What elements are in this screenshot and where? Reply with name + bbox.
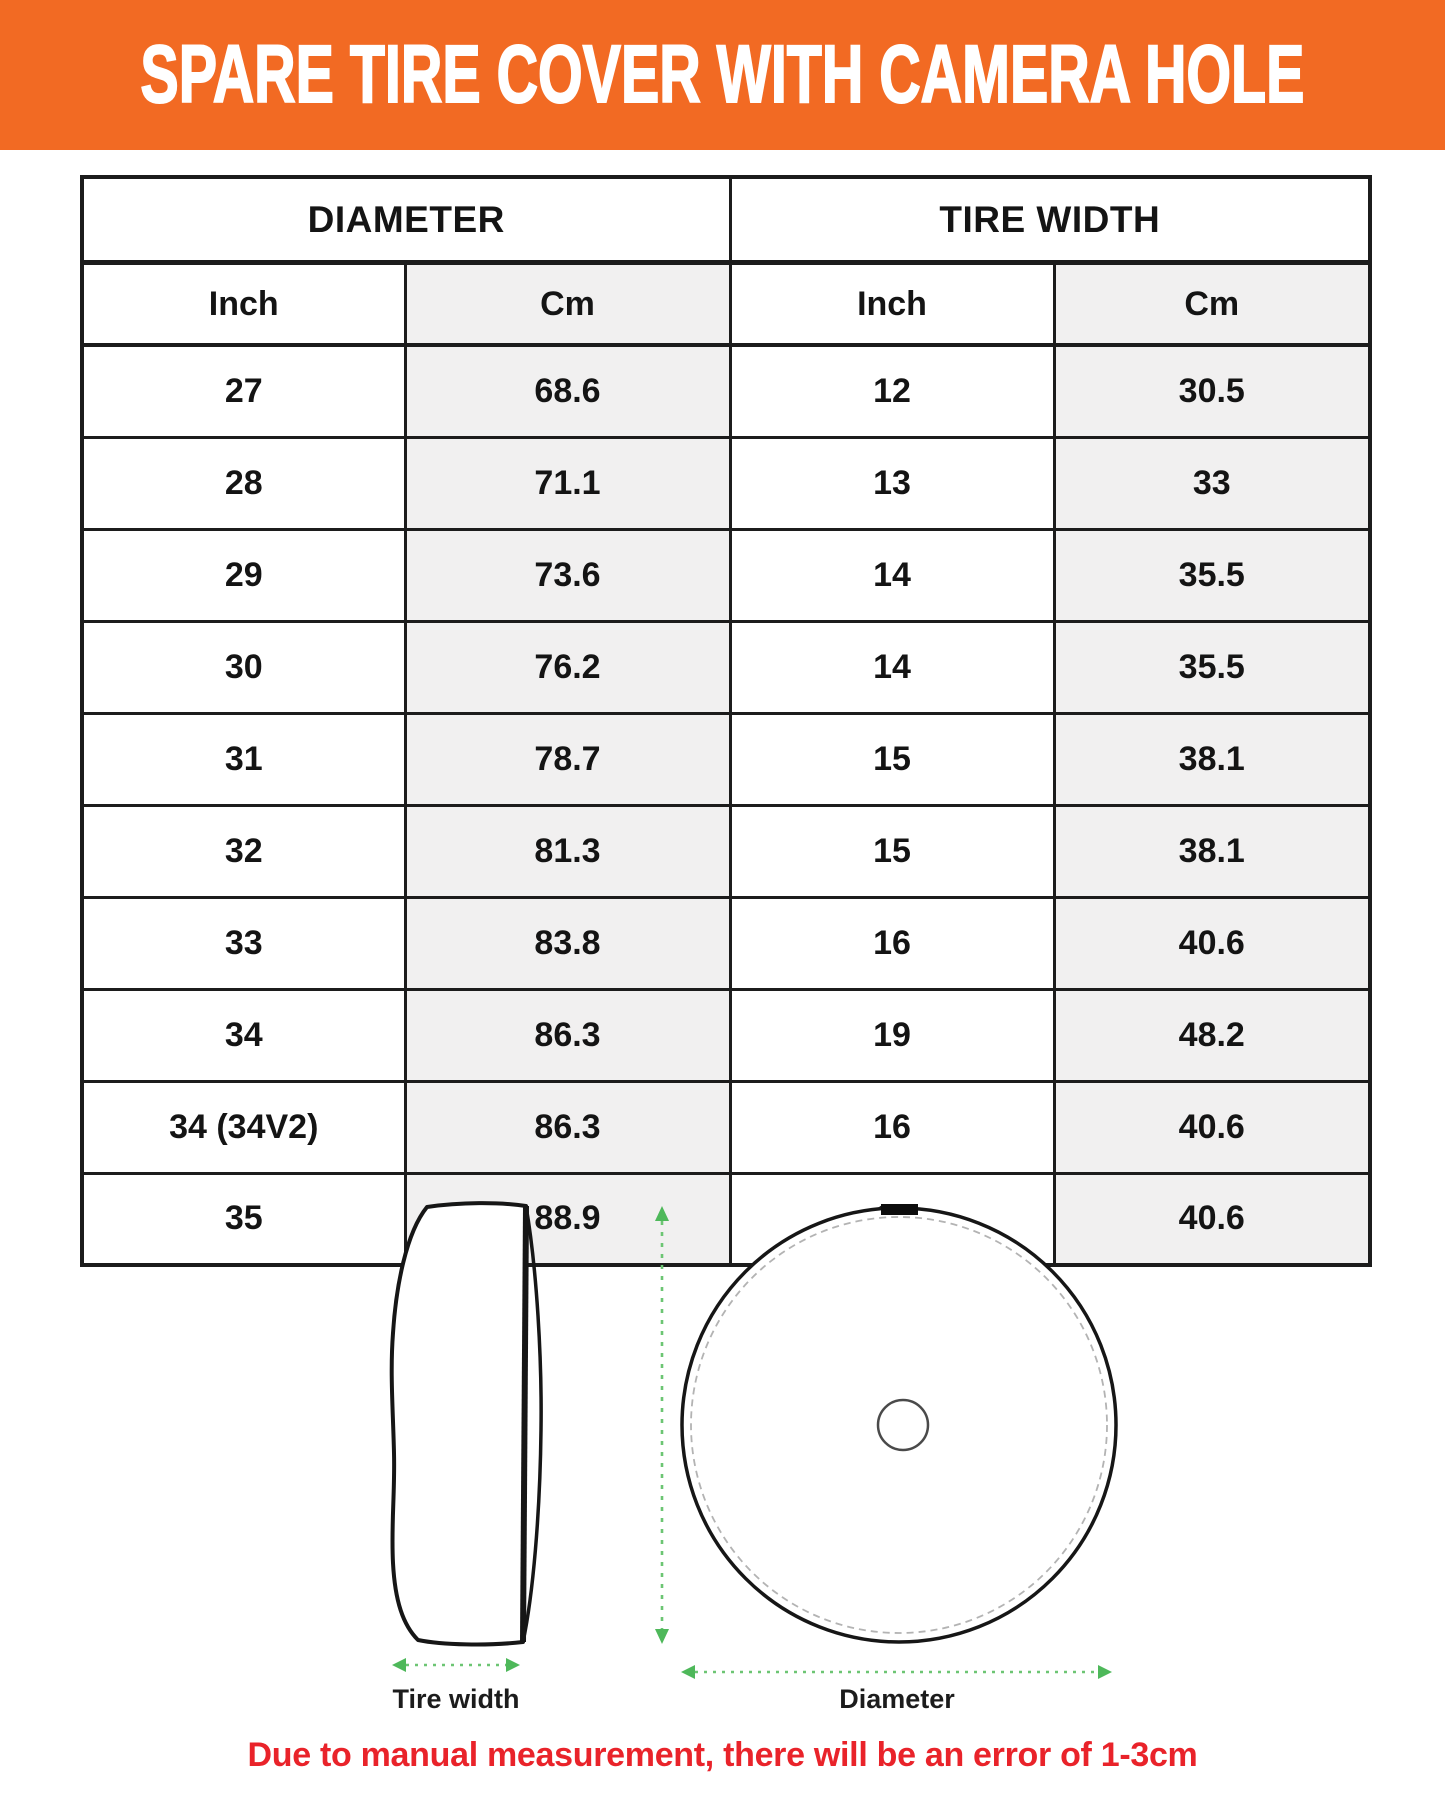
cell: 32 bbox=[82, 805, 405, 897]
cell: 48.2 bbox=[1054, 989, 1370, 1081]
cell: 86.3 bbox=[405, 989, 730, 1081]
cell: 15 bbox=[730, 713, 1054, 805]
cell: 34 (34V2) bbox=[82, 1081, 405, 1173]
cell: 38.1 bbox=[1054, 713, 1370, 805]
cell: 83.8 bbox=[405, 897, 730, 989]
table-row bbox=[82, 529, 1370, 621]
tire-diagram bbox=[330, 1195, 1140, 1735]
cell: 12 bbox=[730, 345, 1054, 437]
col-header-diameter-inch: Inch bbox=[82, 263, 405, 346]
tire-side-view-drawing bbox=[392, 1203, 541, 1644]
cell: 14 bbox=[730, 529, 1054, 621]
col-header-width-cm: Cm bbox=[1054, 263, 1370, 346]
cell: 81.3 bbox=[405, 805, 730, 897]
cell: 13 bbox=[730, 437, 1054, 529]
cell: 86.3 bbox=[405, 1081, 730, 1173]
cell: 68.6 bbox=[405, 345, 730, 437]
tire-width-arrow bbox=[392, 1658, 520, 1672]
valve-notch bbox=[881, 1204, 918, 1215]
cell: 88.9 bbox=[405, 1173, 730, 1265]
cell: 31 bbox=[82, 713, 405, 805]
banner bbox=[0, 0, 1445, 150]
tire-front-view-drawing bbox=[682, 1204, 1116, 1642]
cell: 40.6 bbox=[1054, 897, 1370, 989]
col-header-diameter-cm: Cm bbox=[405, 263, 730, 346]
size-table-body bbox=[82, 345, 1370, 1265]
diameter-vertical-arrow bbox=[655, 1206, 669, 1644]
size-chart-table bbox=[80, 175, 1372, 1267]
cell: 73.6 bbox=[405, 529, 730, 621]
group-header-tire-width: TIRE WIDTH bbox=[730, 177, 1370, 263]
cell: 76.2 bbox=[405, 621, 730, 713]
table-row bbox=[82, 345, 1370, 437]
cell: 35.5 bbox=[1054, 529, 1370, 621]
cell: 28 bbox=[82, 437, 405, 529]
table-row bbox=[82, 713, 1370, 805]
table-row bbox=[82, 805, 1370, 897]
cell: 30 bbox=[82, 621, 405, 713]
diameter-label: Diameter bbox=[839, 1684, 955, 1714]
cell: 16 bbox=[730, 1081, 1054, 1173]
group-header-row bbox=[82, 177, 1370, 263]
cell: 35.5 bbox=[1054, 621, 1370, 713]
cell: 78.7 bbox=[405, 713, 730, 805]
cell: 27 bbox=[82, 345, 405, 437]
table-row bbox=[82, 621, 1370, 713]
group-header-diameter: DIAMETER bbox=[82, 177, 730, 263]
table-row bbox=[82, 897, 1370, 989]
measurement-note: Due to manual measurement, there will be an error of 1-3cm bbox=[247, 1736, 1198, 1774]
page-title: SPARE TIRE COVER WITH CAMERA HOLE bbox=[140, 29, 1305, 120]
cell: 35 bbox=[82, 1173, 405, 1265]
cell: 71.1 bbox=[405, 437, 730, 529]
table-row bbox=[82, 437, 1370, 529]
cell: 14 bbox=[730, 621, 1054, 713]
camera-hole bbox=[878, 1400, 928, 1450]
tire-width-label: Tire width bbox=[392, 1684, 520, 1714]
cell: 33 bbox=[1054, 437, 1370, 529]
col-header-width-inch: Inch bbox=[730, 263, 1054, 346]
cell: 33 bbox=[82, 897, 405, 989]
cell: 34 bbox=[82, 989, 405, 1081]
cell: 40.6 bbox=[1054, 1173, 1370, 1265]
column-header-row bbox=[82, 263, 1370, 346]
cell: 15 bbox=[730, 805, 1054, 897]
cell: 40.6 bbox=[1054, 1081, 1370, 1173]
cell: 29 bbox=[82, 529, 405, 621]
table-row bbox=[82, 1081, 1370, 1173]
cell: 16 bbox=[730, 897, 1054, 989]
cell: 30.5 bbox=[1054, 345, 1370, 437]
table-row bbox=[82, 989, 1370, 1081]
diameter-arrow bbox=[681, 1665, 1112, 1679]
cell: 38.1 bbox=[1054, 805, 1370, 897]
size-table bbox=[80, 175, 1368, 1267]
cell: 19 bbox=[730, 989, 1054, 1081]
